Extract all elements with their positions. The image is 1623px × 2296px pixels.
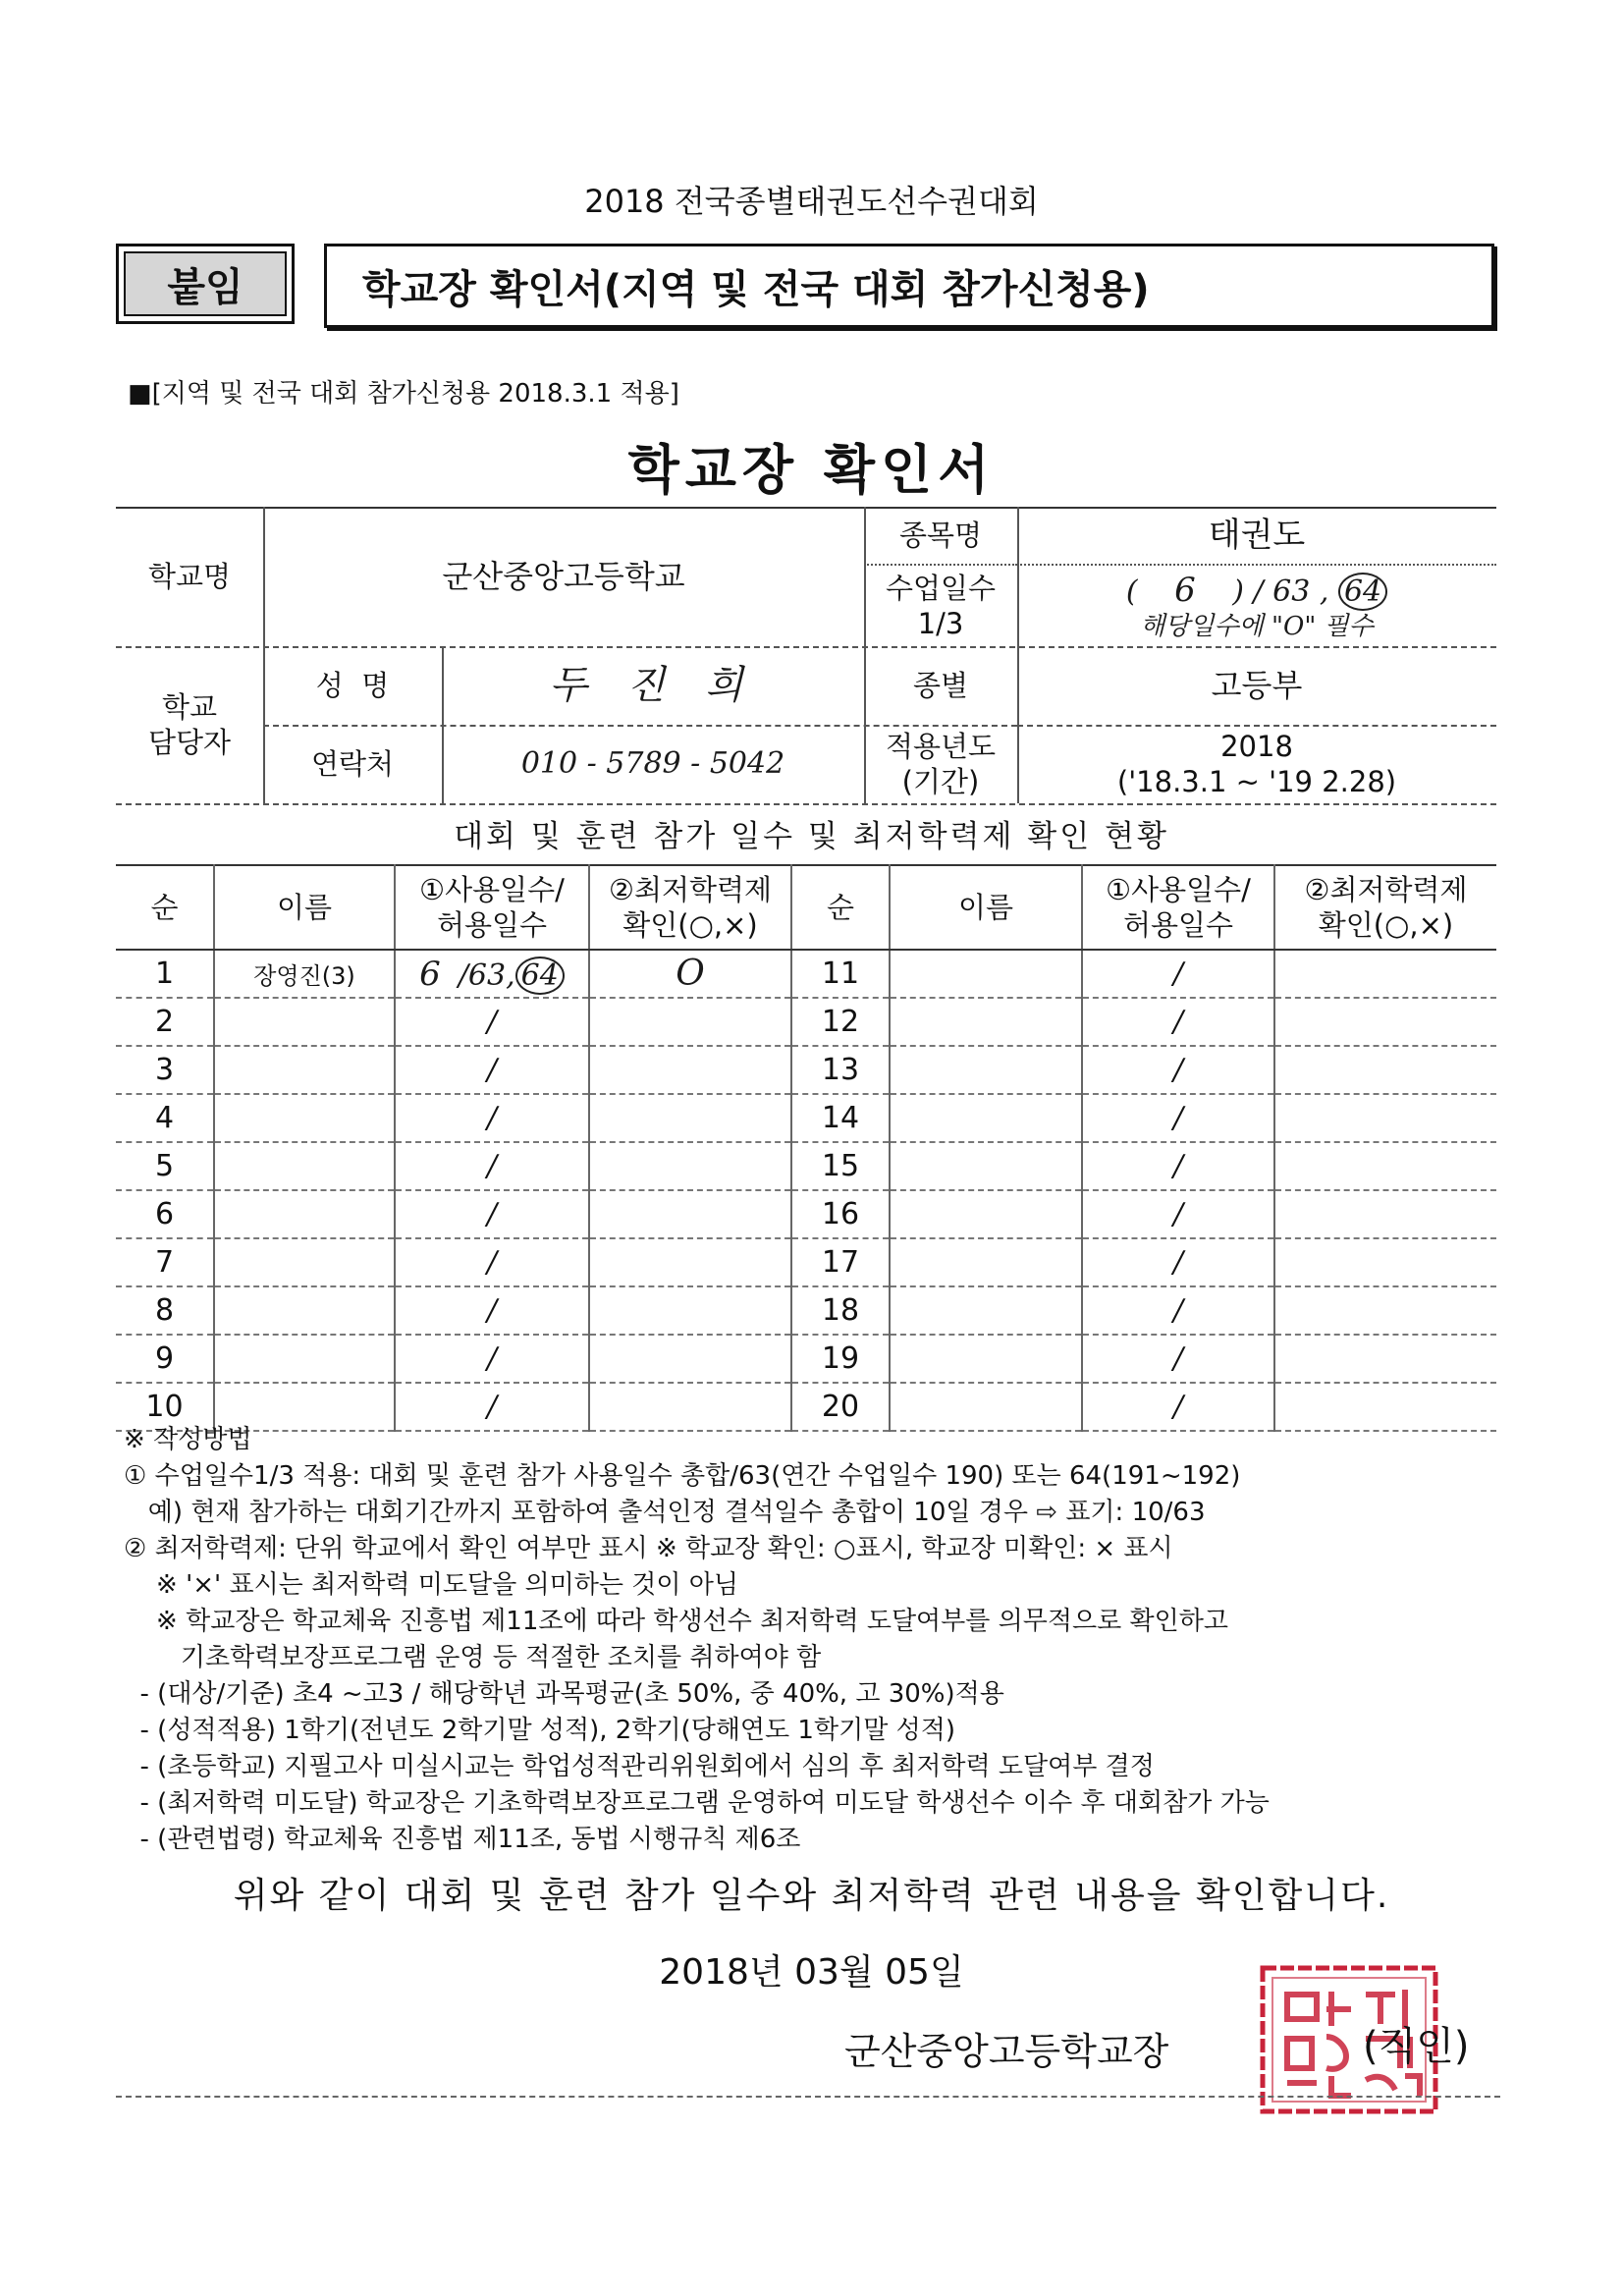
class-days-used: 6 (1174, 570, 1196, 610)
row-name (214, 1335, 395, 1383)
row-min-academic-2 (1274, 1238, 1496, 1286)
row-number-2: 19 (791, 1335, 890, 1383)
row-name (214, 1046, 395, 1094)
table-row (116, 1286, 1496, 1335)
row-days: / (395, 1238, 589, 1286)
table-row (116, 1142, 1496, 1190)
class-days-open-paren: ( (1125, 574, 1138, 609)
attachment-badge-label: 붙임 (124, 251, 287, 316)
row-number-2: 20 (791, 1383, 890, 1431)
class-days-mid: ) / 63 , (1232, 574, 1329, 609)
col-header-min-academic-2: ②최저학력제 확인(○,×) (1274, 865, 1496, 950)
col-header-no: 순 (116, 865, 214, 950)
instruction-line: ※ '×' 표시는 최저학력 미도달을 의미하는 것이 아님 (124, 1570, 738, 1600)
row-min-academic-2 (1274, 1190, 1496, 1238)
row-days: / (395, 1286, 589, 1335)
col-header-min-academic: ②최저학력제 확인(○,×) (589, 865, 791, 950)
table-header-row (116, 865, 1496, 950)
class-days-fraction (1126, 570, 1387, 612)
col-header-no-2: 순 (791, 865, 890, 950)
row-number: 3 (116, 1046, 214, 1094)
row-name: 장영진(3) (214, 950, 395, 998)
manager-label: 학교 담당자 (147, 689, 232, 759)
col-header-name: 이름 (214, 865, 395, 950)
row-number-2: 11 (791, 950, 890, 998)
application-note: ■[지역 및 전국 대회 참가신청용 2018.3.1 적용] (128, 379, 679, 409)
seal-label: (직인) (1363, 2024, 1470, 2069)
row-number: 2 (116, 998, 214, 1046)
instruction-line: ※ 학교장은 학교체육 진흥법 제11조에 따라 학생선수 최저학력 도달여부를 의무적으로 확인하고 (124, 1607, 1228, 1636)
row-min-academic (589, 1094, 791, 1142)
confirmation-statement: 위와 같이 대회 및 훈련 참가 일수와 최저학력 관련 내용을 확인합니다. (233, 1876, 1390, 1916)
row-days-2: / (1082, 1142, 1274, 1190)
row-min-academic-2 (1274, 998, 1496, 1046)
row-name (214, 998, 395, 1046)
row-days: / (395, 1046, 589, 1094)
table-row (116, 1335, 1496, 1383)
row-number-2: 14 (791, 1094, 890, 1142)
instruction-line: - (초등학교) 지필고사 미실시교는 학업성적관리위원회에서 심의 후 최저학력 도달여부 결정 (124, 1752, 1155, 1781)
contact-value: 010 - 5789 - 5042 (520, 746, 785, 782)
row-min-academic-2 (1274, 1094, 1496, 1142)
row-days (395, 950, 589, 998)
row-number-2: 13 (791, 1046, 890, 1094)
row-name (214, 1238, 395, 1286)
row-number: 9 (116, 1335, 214, 1383)
row-days-2: / (1082, 1238, 1274, 1286)
row-min-academic-2 (1274, 1142, 1496, 1190)
instruction-line: - (성적적용) 1학기(전년도 2학기말 성적), 2학기(당해연도 1학기말 성적) (124, 1716, 955, 1745)
row-number: 8 (116, 1286, 214, 1335)
table-row (116, 998, 1496, 1046)
row-days-2: / (1082, 1190, 1274, 1238)
row-number: 4 (116, 1094, 214, 1142)
class-days-label: 수업일수 1/3 (885, 571, 997, 640)
table-row (116, 1094, 1496, 1142)
row-days-2: / (1082, 998, 1274, 1046)
row-number: 6 (116, 1190, 214, 1238)
instruction-line: ※ 작성방법 (124, 1425, 252, 1454)
row-number-2: 16 (791, 1190, 890, 1238)
row-number-2: 18 (791, 1286, 890, 1335)
row-min-academic (589, 1286, 791, 1335)
row-min-academic (589, 1190, 791, 1238)
period-label: 적용년도 (기간) (885, 729, 997, 798)
row-days-2: / (1082, 1383, 1274, 1431)
row-days: / (395, 1094, 589, 1142)
writing-instructions (124, 1422, 1508, 1858)
col-header-days: ①사용일수/ 허용일수 (395, 865, 589, 950)
row-name (214, 1094, 395, 1142)
row-days: / (395, 998, 589, 1046)
section-title: 대회 및 훈련 참가 일수 및 최저학력제 확인 현황 (454, 819, 1169, 854)
table-body (116, 950, 1496, 1431)
instruction-line: 기초학력보장프로그램 운영 등 적절한 조치를 취하여야 함 (124, 1643, 822, 1672)
class-days-circled: 64 (1338, 573, 1387, 611)
event-title: 2018 전국종별태권도선수권대회 (584, 183, 1039, 220)
row-name-2 (890, 1046, 1082, 1094)
row-days: / (395, 1142, 589, 1190)
row-min-academic (589, 998, 791, 1046)
row-number-2: 15 (791, 1142, 890, 1190)
row-name-2 (890, 1094, 1082, 1142)
row-name-2 (890, 1190, 1082, 1238)
row-min-academic-2 (1274, 1286, 1496, 1335)
participation-table (116, 864, 1496, 1432)
row-number-2: 12 (791, 998, 890, 1046)
school-name-label: 학교명 (147, 559, 232, 593)
row-min-academic-2 (1274, 950, 1496, 998)
info-grid-line (116, 803, 1496, 805)
main-title: 학교장 확인서 (627, 439, 996, 501)
row-days: / (395, 1190, 589, 1238)
row-days-total: /63, (458, 957, 515, 993)
instruction-line: - (관련법령) 학교체육 진흥법 제11조, 동법 시행규칙 제6조 (124, 1825, 801, 1854)
document-banner-title: 학교장 확인서(지역 및 전국 대회 참가신청용) (324, 244, 1494, 328)
row-name (214, 1286, 395, 1335)
principal-title: 군산중앙고등학교장 (844, 2030, 1169, 2073)
category-label: 종별 (912, 668, 969, 702)
table-row (116, 1190, 1496, 1238)
row-name (214, 1190, 395, 1238)
row-min-academic (589, 1142, 791, 1190)
row-name-2 (890, 1238, 1082, 1286)
instruction-line: ② 최저학력제: 단위 학교에서 확인 여부만 표시 ※ 학교장 확인: ○표시, 학교장 미확인: × 표시 (124, 1534, 1173, 1563)
attachment-badge (116, 244, 295, 324)
col-header-name-2: 이름 (890, 865, 1082, 950)
row-days-2: / (1082, 950, 1274, 998)
row-days-used: 6 (419, 954, 441, 994)
document-date: 2018년 03월 05일 (659, 1952, 964, 1993)
row-min-academic: O (589, 950, 791, 998)
contact-label: 연락처 (310, 746, 395, 781)
row-name-2 (890, 1142, 1082, 1190)
manager-name-value: 두 진 희 (549, 663, 757, 708)
row-days-2: / (1082, 1335, 1274, 1383)
category-value: 고등부 (1211, 667, 1303, 704)
instruction-line: 예) 현재 참가하는 대회기간까지 포함하여 출석인정 결석일수 총합이 10일 경우 ⇨ 표기: 10/63 (124, 1498, 1206, 1527)
manager-name-label: 성 명 (315, 668, 390, 702)
row-name (214, 1142, 395, 1190)
class-days-value (1017, 566, 1496, 646)
row-days-circled: 64 (515, 957, 565, 995)
sport-label: 종목명 (898, 518, 983, 552)
row-name-2 (890, 1286, 1082, 1335)
table-row (116, 950, 1496, 998)
row-days: / (395, 1383, 589, 1431)
row-min-academic (589, 1335, 791, 1383)
row-min-academic (589, 1046, 791, 1094)
row-name-2 (890, 1335, 1082, 1383)
row-min-academic-2 (1274, 1046, 1496, 1094)
row-days-2: / (1082, 1286, 1274, 1335)
row-number: 1 (116, 950, 214, 998)
row-name-2 (890, 998, 1082, 1046)
instruction-line: ① 수업일수1/3 적용: 대회 및 훈련 참가 사용일수 총합/63(연간 수업일수 190) 또는 64(191~192) (124, 1461, 1241, 1491)
instruction-line: - (최저학력 미도달) 학교장은 기초학력보장프로그램 운영하여 미도달 학생선수 이수 후 대회참가 가능 (124, 1788, 1270, 1818)
row-min-academic-2 (1274, 1335, 1496, 1383)
period-value: 2018 ('18.3.1 ~ '19 2.28) (1116, 729, 1397, 798)
table-row (116, 1238, 1496, 1286)
row-number-2: 17 (791, 1238, 890, 1286)
instruction-line: - (대상/기준) 초4 ~고3 / 해당학년 과목평균(초 50%, 중 40%, 고 30%)적용 (124, 1679, 1004, 1709)
row-days-2: / (1082, 1094, 1274, 1142)
row-min-academic (589, 1238, 791, 1286)
table-row (116, 1046, 1496, 1094)
school-name-value: 군산중앙고등학교 (442, 558, 685, 595)
bottom-divider (116, 2096, 1500, 2098)
sport-value: 태권도 (1208, 515, 1306, 555)
row-number: 7 (116, 1238, 214, 1286)
row-days-2: / (1082, 1046, 1274, 1094)
row-number: 10 (116, 1383, 214, 1431)
class-days-note: 해당일수에 "O" 필수 (1140, 612, 1374, 641)
row-days: / (395, 1335, 589, 1383)
row-name-2 (890, 950, 1082, 998)
row-number: 5 (116, 1142, 214, 1190)
col-header-days-2: ①사용일수/ 허용일수 (1082, 865, 1274, 950)
